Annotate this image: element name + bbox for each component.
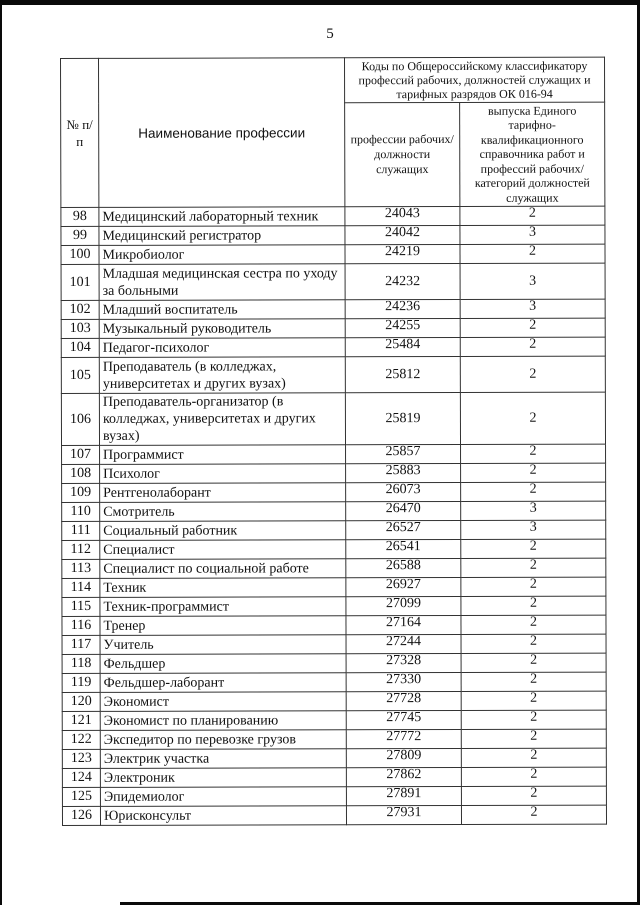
- table-row: [61, 244, 605, 264]
- row-number: 99: [61, 226, 99, 245]
- table-row: [62, 615, 606, 635]
- table-row: [61, 318, 605, 338]
- row-profession-name: Рентгенолаборант: [100, 483, 346, 503]
- table-row: [62, 691, 606, 711]
- row-profession-name: Экономист: [100, 692, 346, 712]
- row-profession-name: Медицинский регистратор: [99, 226, 345, 246]
- table-row: [61, 206, 605, 226]
- row-profession-code: 25484: [345, 337, 460, 356]
- row-etks-issue: 2: [460, 356, 605, 392]
- row-profession-name: Тренер: [100, 616, 346, 636]
- row-profession-name: Юрисконсульт: [100, 806, 346, 826]
- table-row: [62, 729, 606, 749]
- row-profession-code: 26541: [346, 539, 461, 558]
- row-profession-code: 27931: [346, 805, 461, 824]
- row-profession-name: Младший воспитатель: [99, 300, 345, 320]
- row-etks-issue: 2: [461, 577, 606, 596]
- table-row: [61, 337, 605, 357]
- table-row: [62, 596, 606, 616]
- row-profession-name: Фельдшер-лаборант: [100, 673, 346, 693]
- row-number: 112: [62, 540, 100, 559]
- row-number: 105: [61, 357, 99, 393]
- row-profession-code: 27772: [346, 729, 461, 748]
- row-profession-name: Учитель: [100, 635, 346, 655]
- header-name: [99, 58, 345, 208]
- table-row: [62, 748, 606, 768]
- row-profession-code: 27330: [346, 672, 461, 691]
- row-number: 116: [62, 616, 100, 635]
- row-number: 103: [61, 319, 99, 338]
- row-etks-issue: 2: [460, 337, 605, 356]
- table-row: [62, 767, 606, 787]
- header-name-label: Наименование профессии: [138, 124, 306, 141]
- row-profession-code: 27862: [346, 767, 461, 786]
- row-profession-code: 27164: [346, 615, 461, 634]
- row-etks-issue: 2: [461, 463, 606, 482]
- row-profession-name: Музыкальный руководитель: [99, 319, 345, 339]
- row-etks-issue: 3: [460, 263, 605, 299]
- row-profession-name: Техник-программист: [100, 597, 346, 617]
- row-number: 126: [62, 806, 100, 825]
- row-number: 125: [62, 787, 100, 806]
- row-number: 104: [61, 338, 99, 357]
- header-profession-code-label: профессии рабочих/ должности служащих: [350, 131, 454, 177]
- row-profession-name: Медицинский лабораторный техник: [99, 207, 345, 227]
- row-etks-issue: 2: [461, 805, 606, 824]
- row-profession-code: 26927: [346, 577, 461, 596]
- table-row: [61, 225, 605, 245]
- row-etks-issue: 2: [461, 634, 606, 653]
- row-profession-name: Смотритель: [100, 502, 346, 522]
- row-profession-code: 27745: [346, 710, 461, 729]
- row-profession-code: 26527: [346, 520, 461, 539]
- header-okpdtr-group: [345, 57, 605, 103]
- row-profession-name: Фельдшер: [100, 654, 346, 674]
- row-profession-code: 27728: [346, 691, 461, 710]
- row-profession-code: 24042: [345, 225, 460, 244]
- row-number: 113: [62, 559, 100, 578]
- row-etks-issue: 2: [460, 392, 605, 444]
- row-number: 100: [61, 245, 99, 264]
- row-etks-issue: 2: [460, 244, 605, 263]
- header-etks-issue-label: выпуска Единого тарифно-квалификационного справочника работ и профессий рабочих/категорий должностей служащих: [474, 103, 590, 205]
- row-etks-issue: 2: [461, 653, 606, 672]
- table-row: [62, 444, 606, 464]
- row-profession-code: 26588: [346, 558, 461, 577]
- row-profession-name: Электроник: [100, 768, 346, 788]
- row-profession-code: 25883: [346, 463, 461, 482]
- row-etks-issue: 2: [461, 482, 606, 501]
- row-number: 120: [62, 692, 100, 711]
- row-profession-name: Экспедитор по перевозке грузов: [100, 730, 346, 750]
- row-number: 102: [61, 300, 99, 319]
- row-profession-code: 27891: [346, 786, 461, 805]
- table-body: [61, 206, 607, 825]
- table-row: [62, 710, 606, 730]
- row-etks-issue: 2: [461, 558, 606, 577]
- row-etks-issue: 2: [461, 672, 606, 691]
- row-number: 107: [62, 445, 100, 464]
- header-number: [61, 58, 99, 207]
- table-row: [61, 263, 605, 300]
- table-row: [61, 392, 605, 445]
- table-row: [62, 558, 606, 578]
- row-profession-name: Программист: [100, 445, 346, 465]
- row-profession-code: 25812: [345, 356, 460, 392]
- table-header: [61, 57, 605, 207]
- row-profession-name: Преподаватель-организатор (в колледжах, университетах и других вузах): [99, 393, 345, 446]
- row-profession-code: 26470: [346, 501, 461, 520]
- row-profession-name: Микробиолог: [99, 245, 345, 265]
- row-profession-code: 25819: [345, 392, 460, 444]
- table-row: [62, 653, 606, 673]
- row-etks-issue: 3: [461, 520, 606, 539]
- row-profession-name: Экономист по планированию: [100, 711, 346, 731]
- row-etks-issue: 2: [461, 748, 606, 767]
- row-number: 121: [62, 711, 100, 730]
- table-row: [62, 805, 606, 825]
- row-profession-name: Младшая медицинская сестра по уходу за больными: [99, 264, 345, 301]
- table-row: [62, 577, 606, 597]
- row-profession-name: Специалист по социальной работе: [100, 559, 346, 579]
- row-profession-code: 24043: [345, 206, 460, 225]
- row-etks-issue: 2: [461, 786, 606, 805]
- table-row: [61, 356, 605, 393]
- header-number-label: № п/п: [66, 116, 93, 149]
- row-profession-code: 25857: [346, 444, 461, 463]
- row-profession-code: 27328: [346, 653, 461, 672]
- table-row: [61, 299, 605, 319]
- header-etks-issue: [460, 102, 605, 206]
- row-profession-code: 27244: [346, 634, 461, 653]
- scan-edge-left: [0, 0, 2, 905]
- professions-table: [60, 57, 607, 826]
- row-number: 118: [62, 654, 100, 673]
- table-row: [62, 634, 606, 654]
- row-number: 98: [61, 207, 99, 226]
- row-profession-code: 27099: [346, 596, 461, 615]
- row-profession-name: Эпидемиолог: [100, 787, 346, 807]
- row-profession-code: 24219: [345, 244, 460, 263]
- row-number: 119: [62, 673, 100, 692]
- table-row: [62, 539, 606, 559]
- row-number: 122: [62, 730, 100, 749]
- row-profession-name: Электрик участка: [100, 749, 346, 769]
- row-profession-code: 24232: [345, 263, 460, 299]
- row-profession-name: Преподаватель (в колледжах, университетах и других вузах): [99, 357, 345, 394]
- row-etks-issue: 2: [461, 444, 606, 463]
- row-etks-issue: 2: [461, 767, 606, 786]
- row-etks-issue: 3: [460, 225, 605, 244]
- scan-edge-top: [0, 0, 640, 5]
- row-number: 106: [61, 393, 99, 445]
- header-profession-code: [345, 102, 460, 206]
- header-okpdtr-group-label: Коды по Общероссийскому классификатору профессий рабочих, должностей служащих и тарифных разрядов ОК 016-94: [358, 58, 591, 102]
- row-profession-name: Психолог: [100, 464, 346, 484]
- row-number: 114: [62, 578, 100, 597]
- row-number: 124: [62, 768, 100, 787]
- row-etks-issue: 2: [460, 318, 605, 337]
- row-number: 117: [62, 635, 100, 654]
- row-profession-name: Техник: [100, 578, 346, 598]
- row-etks-issue: 2: [461, 539, 606, 558]
- row-profession-name: Педагог-психолог: [99, 338, 345, 358]
- row-number: 123: [62, 749, 100, 768]
- row-profession-code: 27809: [346, 748, 461, 767]
- row-etks-issue: 3: [460, 299, 605, 318]
- row-etks-issue: 2: [461, 729, 606, 748]
- row-etks-issue: 2: [461, 615, 606, 634]
- row-etks-issue: 2: [461, 596, 606, 615]
- table-row: [62, 786, 606, 806]
- table-row: [62, 482, 606, 502]
- row-profession-name: Специалист: [100, 540, 346, 560]
- row-profession-name: Социальный работник: [100, 521, 346, 541]
- row-etks-issue: 2: [461, 710, 606, 729]
- row-number: 101: [61, 264, 99, 300]
- row-profession-code: 24255: [345, 318, 460, 337]
- row-number: 115: [62, 597, 100, 616]
- row-profession-code: 26073: [346, 482, 461, 501]
- row-etks-issue: 3: [461, 501, 606, 520]
- row-profession-code: 24236: [345, 299, 460, 318]
- row-etks-issue: 2: [461, 691, 606, 710]
- table-row: [62, 672, 606, 692]
- row-number: 110: [62, 502, 100, 521]
- row-number: 111: [62, 521, 100, 540]
- table-row: [62, 463, 606, 483]
- page-number: 5: [326, 26, 334, 42]
- table-row: [62, 501, 606, 521]
- row-etks-issue: 2: [460, 206, 605, 225]
- row-number: 109: [62, 483, 100, 502]
- row-number: 108: [62, 464, 100, 483]
- table-row: [62, 520, 606, 540]
